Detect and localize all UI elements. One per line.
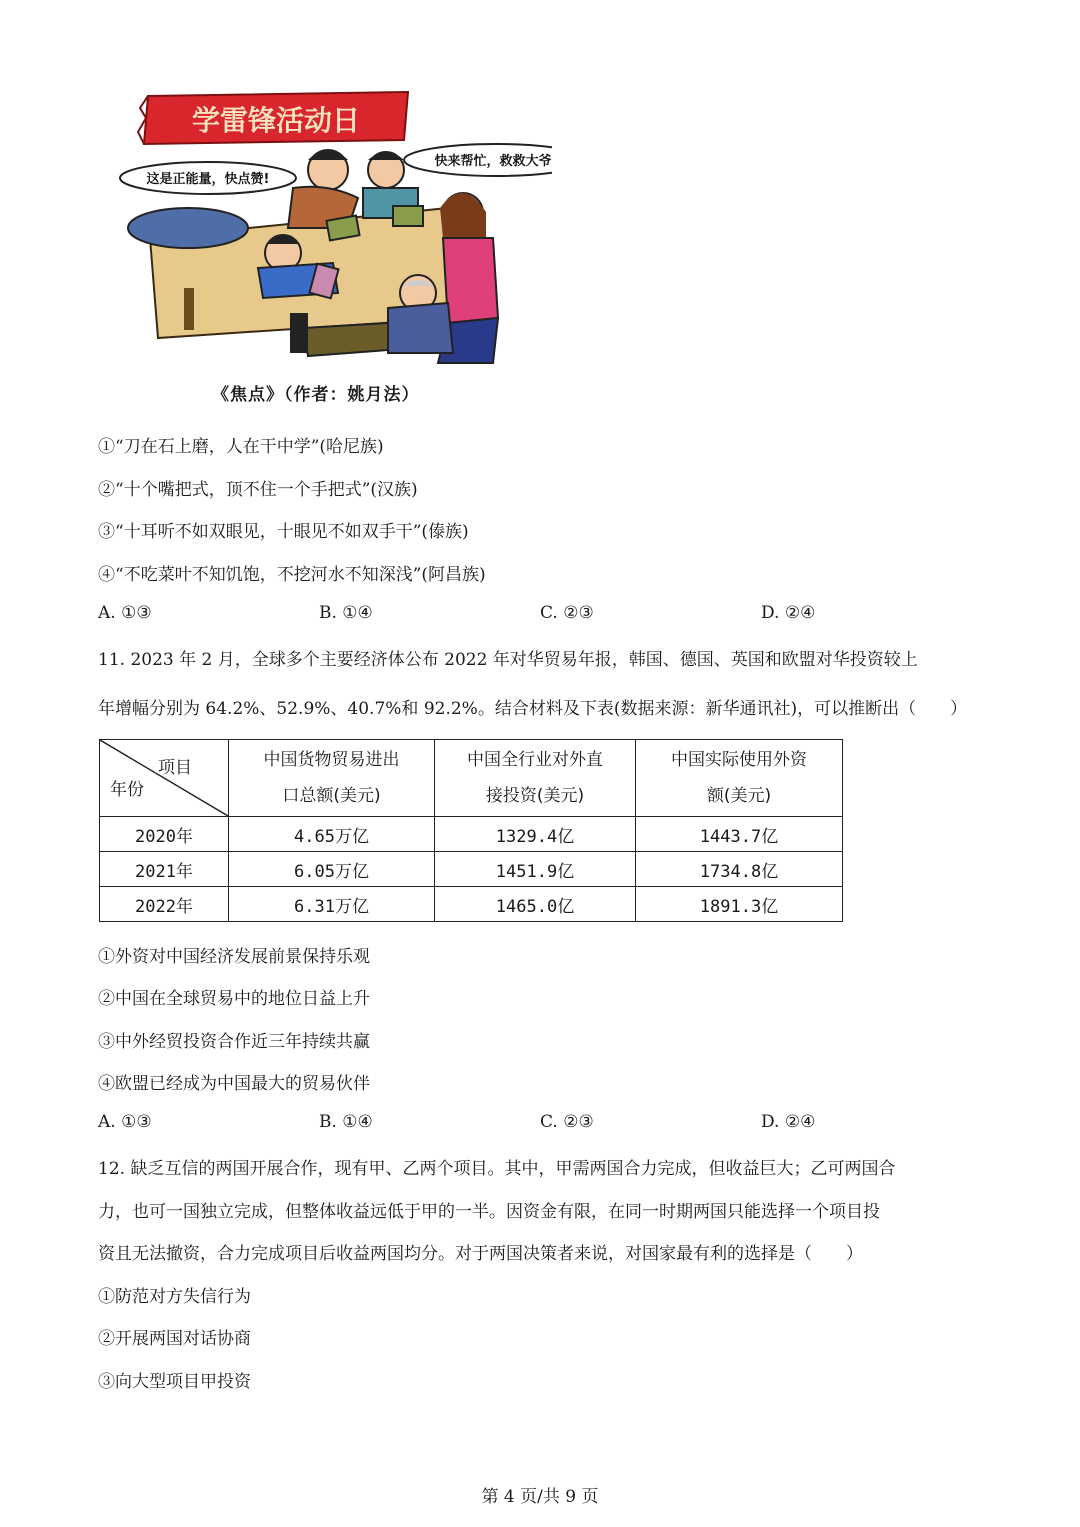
q11-option-b[interactable]: B. ①④ [319, 1112, 373, 1132]
q10-item-2: ②“十个嘴把式，顶不住一个手把式”(汉族) [98, 480, 418, 500]
table-cell: 4.65万亿 [229, 817, 435, 852]
table-corner-cell [100, 740, 229, 817]
table-row [100, 887, 843, 922]
bubble-right-text: 快来帮忙，救救大爷! [434, 154, 552, 169]
q11-option-c[interactable]: C. ②③ [540, 1112, 594, 1132]
q12-stem-line-3: 资且无法撤资，合力完成项目后收益两国均分。对于两国决策者来说，对国家最有利的选择是（ ） [98, 1244, 863, 1264]
q11-item-3: ③中外经贸投资合作近三年持续共赢 [98, 1032, 370, 1052]
table-cell: 6.31万亿 [229, 887, 435, 922]
q10-option-d[interactable]: D. ②④ [761, 603, 816, 623]
table-header-outward-investment: 中国全行业对外直 接投资(美元) [435, 740, 636, 817]
table-header-trade: 中国货物贸易进出 口总额(美元) [229, 740, 435, 817]
q11-option-d[interactable]: D. ②④ [761, 1112, 816, 1132]
q10-option-a[interactable]: A. ①③ [98, 603, 152, 623]
q11-stem-line-1: 11. 2023 年 2 月，全球多个主要经济体公布 2022 年对华贸易年报，韩国、德国、英国和欧盟对华投资较上 [98, 650, 918, 670]
table-cell: 1329.4亿 [435, 817, 636, 852]
q12-item-1: ①防范对方失信行为 [98, 1287, 251, 1307]
page-footer: 第 4 页/共 9 页 [481, 1487, 599, 1507]
table-cell: 1443.7亿 [636, 817, 843, 852]
table-cell: 1891.3亿 [636, 887, 843, 922]
table-cell-year: 2021年 [100, 852, 229, 887]
q11-option-a[interactable]: A. ①③ [98, 1112, 152, 1132]
q10-option-b[interactable]: B. ①④ [319, 603, 373, 623]
table-cell-year: 2022年 [100, 887, 229, 922]
corner-label-year: 年份 [110, 780, 144, 800]
banner-text: 学雷锋活动日 [191, 104, 361, 137]
table-cell: 1451.9亿 [435, 852, 636, 887]
q10-item-4: ④“不吃菜叶不知饥饱，不挖河水不知深浅”(阿昌族) [98, 565, 486, 585]
trade-data-table [99, 739, 843, 922]
table-header-foreign-capital: 中国实际使用外资 额(美元) [636, 740, 843, 817]
table-cell-year: 2020年 [100, 817, 229, 852]
q11-item-1: ①外资对中国经济发展前景保持乐观 [98, 947, 370, 967]
q12-item-3: ③向大型项目甲投资 [98, 1372, 251, 1392]
q10-item-3: ③“十耳听不如双眼见，十眼见不如双手干”(傣族) [98, 522, 469, 542]
table-cell: 1465.0亿 [435, 887, 636, 922]
q11-item-2: ②中国在全球贸易中的地位日益上升 [98, 989, 370, 1009]
table-row [100, 817, 843, 852]
table-cell: 1734.8亿 [636, 852, 843, 887]
cartoon-caption: 《焦点》（作者：姚月法） [212, 385, 420, 405]
q10-item-1: ①“刀在石上磨，人在干中学”(哈尼族) [98, 437, 384, 457]
q10-option-c[interactable]: C. ②③ [540, 603, 594, 623]
corner-label-item: 项目 [158, 758, 192, 778]
q12-stem-line-1: 12. 缺乏互信的两国开展合作，现有甲、乙两个项目。其中，甲需两国合力完成，但收益巨大；乙可两国合 [98, 1159, 896, 1179]
q11-item-4: ④欧盟已经成为中国最大的贸易伙伴 [98, 1074, 370, 1094]
table-row [100, 852, 843, 887]
bubble-left-text: 这是正能量，快点赞! [146, 172, 270, 187]
cartoon-illustration [118, 88, 552, 370]
table-cell: 6.05万亿 [229, 852, 435, 887]
q12-stem-line-2: 力，也可一国独立完成，但整体收益远低于甲的一半。因资金有限，在同一时期两国只能选择一个项目投 [98, 1202, 880, 1222]
q12-item-2: ②开展两国对话协商 [98, 1329, 251, 1349]
cartoon-drawing [118, 88, 552, 370]
q11-stem-line-2: 年增幅分别为 64.2%、52.9%、40.7%和 92.2%。结合材料及下表(数据来源：新华通讯社)，可以推断出（ ） [98, 699, 968, 719]
